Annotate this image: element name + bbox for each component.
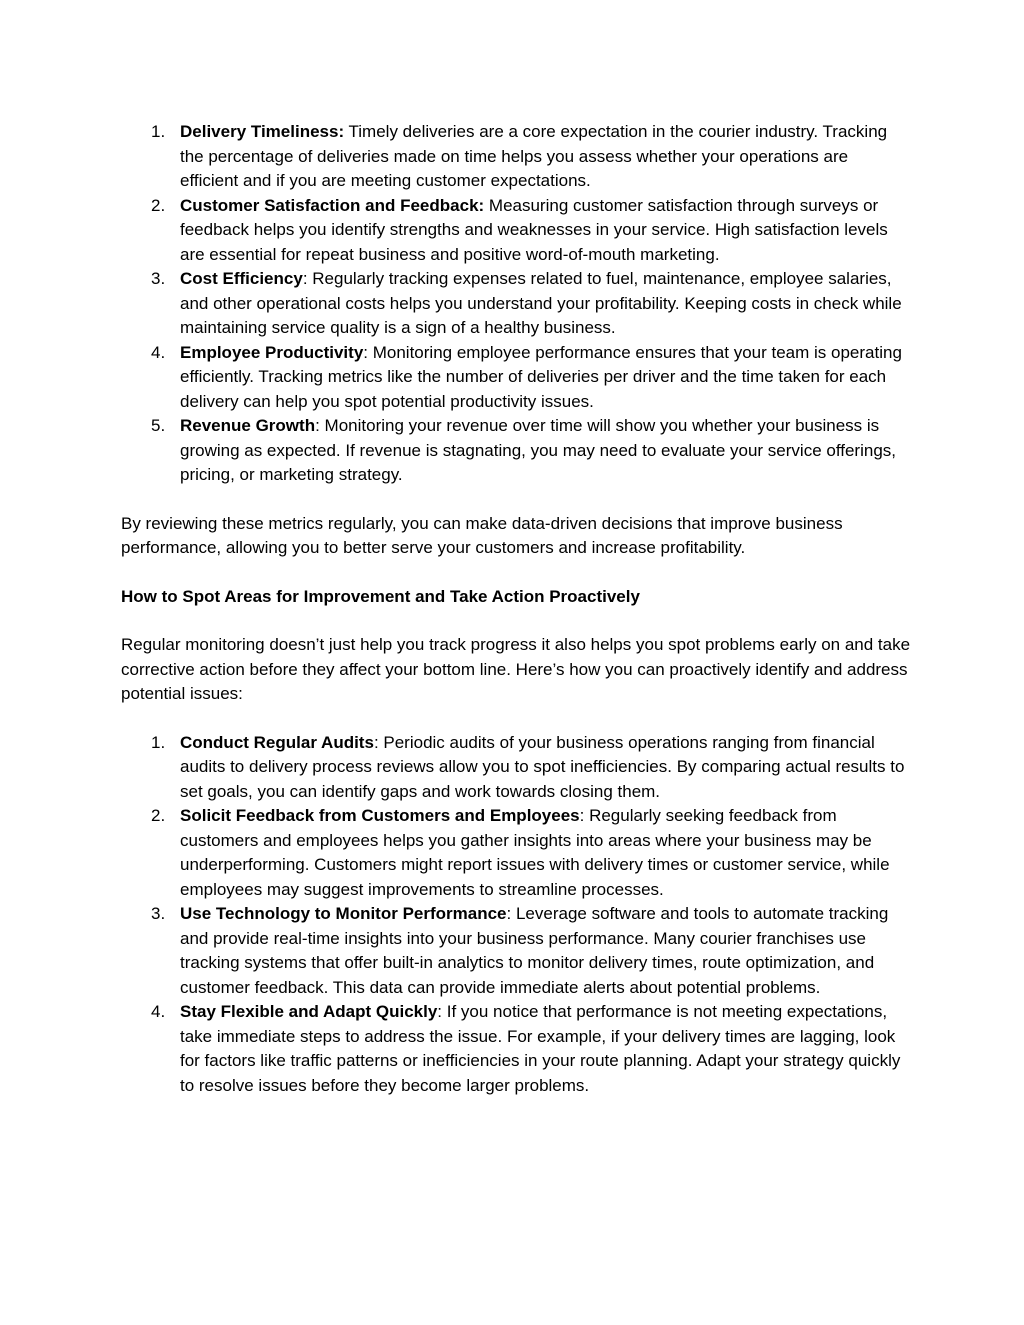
list-number: 1. [151, 732, 166, 752]
list-text: : Monitoring employee performance ensures that your team is operating efficiently. Tracking metrics like the number of deliveries per driver and the time taken for each delivery can help you spot potential productivity issues. [180, 342, 902, 411]
list-number: 3. [151, 904, 166, 923]
list-term: Conduct Regular Audits [180, 732, 374, 752]
list-text: : Leverage software and tools to automate tracking and provide real-time insights into your business performance. Many courier franchises use tracking systems that offer built-in analytics to monitor delivery times, route optimization, and customer feedback. This data can provide immediate alerts about potential problems. [180, 904, 889, 997]
list-term: Customer Satisfaction and Feedback: [180, 195, 485, 215]
list-number: 5. [151, 416, 166, 435]
list-text: : Regularly tracking expenses related to fuel, maintenance, employee salaries, and other operational costs helps you understand your profitability. Keeping costs in check while maintaining service quality is a sign of a healthy business. [180, 269, 902, 337]
list-text: Measuring customer satisfaction through surveys or feedback helps you identify strengths and weaknesses in your service. High satisfaction levels are essential for repeat business and positive word-of-mouth marketing. [180, 195, 888, 264]
list-item [121, 341, 911, 415]
list-item [121, 120, 911, 194]
list-item [121, 731, 911, 805]
list-text: : Regularly seeking feedback from customers and employees helps you gather insights into areas where your business may be underperforming. Customers might report issues with delivery times or customer service, while employees may suggest improvements to streamline processes. [180, 806, 890, 899]
list-item [121, 267, 911, 341]
list-number: 2. [151, 195, 166, 215]
list-text: : If you notice that performance is not meeting expectations, take immediate steps to address the issue. For example, if your delivery times are lagging, look for factors like traffic patterns or inefficiencies in your route planning. Adapt your strategy quickly to resolve issues before they become larger problems. [180, 1002, 901, 1095]
section-heading: How to Spot Areas for Improvement and Take Action Proactively [121, 586, 640, 606]
list-term: Stay Flexible and Adapt Quickly [180, 1002, 438, 1021]
list-number: 2. [151, 806, 166, 825]
document-page [121, 120, 911, 1098]
metrics-list [121, 120, 911, 488]
list-term: Employee Productivity [180, 342, 364, 362]
list-text: : Periodic audits of your business operations ranging from financial audits to delivery process reviews allow you to spot inefficiencies. By comparing actual results to set goals, you can identify gaps and work towards closing them. [180, 732, 905, 801]
list-item [121, 414, 911, 488]
list-term: Delivery Timeliness: [180, 122, 345, 141]
list-item [121, 804, 911, 902]
list-item [121, 1000, 911, 1098]
actions-list [121, 731, 911, 1099]
list-text: Timely deliveries are a core expectation in the courier industry. Tracking the percentage of deliveries made on time helps you assess whether your operations are efficient and if you are meeting customer expectations. [180, 122, 888, 190]
list-number: 4. [151, 342, 166, 362]
list-number: 3. [151, 269, 166, 288]
list-text: : Monitoring your revenue over time will show you whether your business is growing as expected. If revenue is stagnating, you may need to evaluate your service offerings, pricing, or marketing strategy. [180, 416, 896, 484]
list-number: 4. [151, 1002, 166, 1021]
list-item [121, 194, 911, 268]
intro-paragraph: Regular monitoring doesn’t just help you track progress it also helps you spot problems early on and take corrective action before they affect your bottom line. Here’s how you can proactively identify and address potential issues: [121, 635, 911, 703]
list-item [121, 902, 911, 1000]
summary-paragraph: By reviewing these metrics regularly, you can make data-driven decisions that improve business performance, allowing you to better serve your customers and increase profitability. [121, 513, 843, 557]
list-term: Revenue Growth [180, 416, 316, 435]
list-number: 1. [151, 122, 166, 141]
list-term: Solicit Feedback from Customers and Employees [180, 806, 580, 825]
list-term: Use Technology to Monitor Performance [180, 904, 507, 923]
list-term: Cost Efficiency [180, 269, 303, 288]
